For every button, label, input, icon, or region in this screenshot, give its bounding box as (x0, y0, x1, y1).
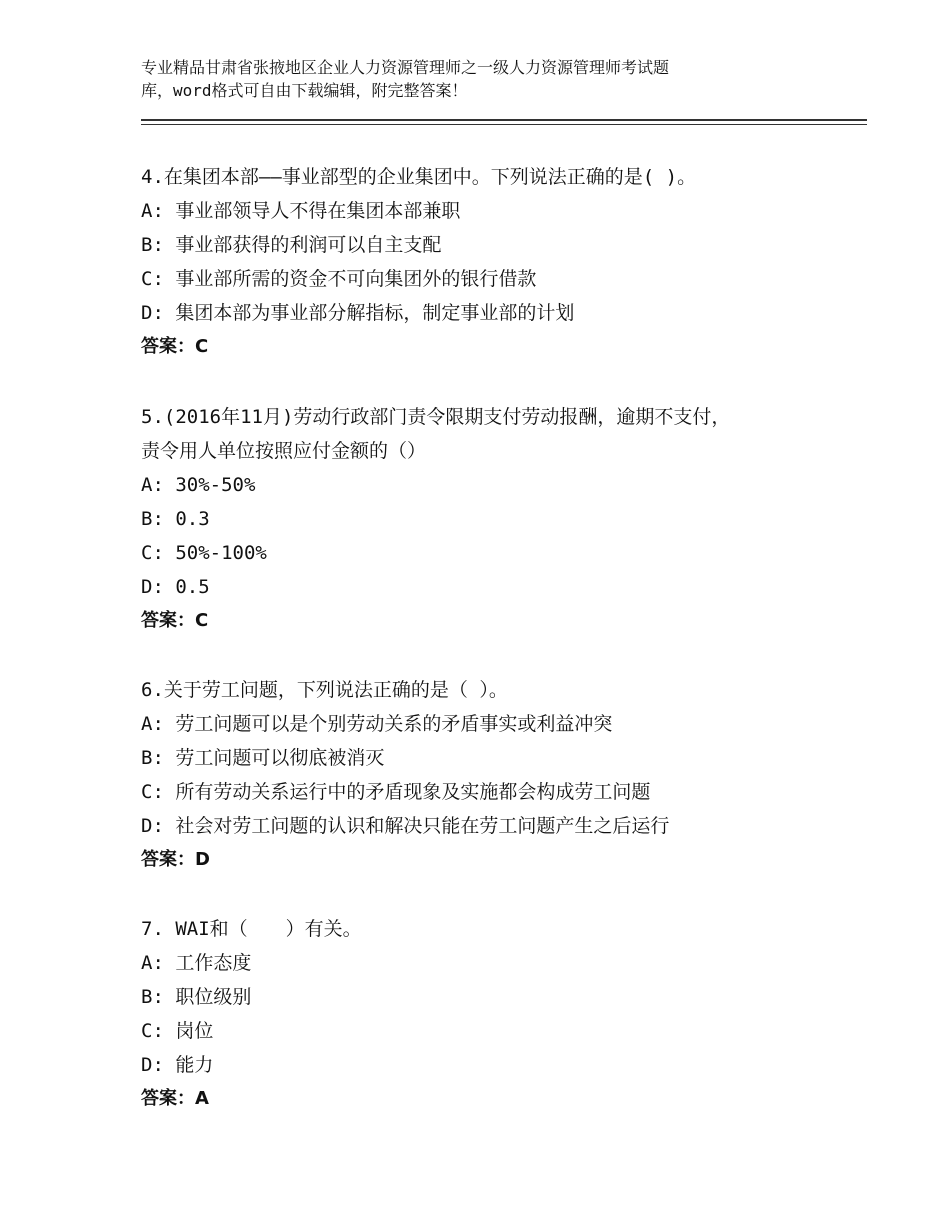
option-b: B: 事业部获得的利润可以自主支配 (141, 234, 442, 256)
question-stem: 5.(2016年11月)劳动行政部门责令限期支付劳动报酬，逾期不支付， (141, 406, 731, 428)
option-d: D: 能力 (141, 1054, 214, 1076)
option-a: A: 30%-50% (141, 474, 256, 496)
option-b: B: 0.3 (141, 508, 210, 530)
question-6 (141, 673, 841, 877)
question-stem: 7. WAI和（ ）有关。 (141, 918, 362, 940)
question-4 (141, 160, 841, 364)
question-5 (141, 400, 841, 638)
question-stem: 4.在集团本部——事业部型的企业集团中。下列说法正确的是( )。 (141, 166, 697, 188)
question-7 (141, 912, 841, 1116)
option-d: D: 0.5 (141, 576, 210, 598)
option-a: A: 事业部领导人不得在集团本部兼职 (141, 200, 461, 222)
question-stem: 6.关于劳工问题，下列说法正确的是（ ）。 (141, 679, 508, 701)
answer: 答案：A (141, 1088, 209, 1109)
option-a: A: 工作态度 (141, 952, 252, 974)
option-b: B: 职位级别 (141, 986, 252, 1008)
answer: 答案：C (141, 610, 209, 631)
option-d: D: 集团本部为事业部分解指标，制定事业部的计划 (141, 302, 575, 324)
option-c: C: 事业部所需的资金不可向集团外的银行借款 (141, 268, 537, 290)
answer: 答案：C (141, 336, 209, 357)
header-line-2: 库，word格式可自由下载编辑，附完整答案！ (141, 81, 468, 100)
option-c: C: 岗位 (141, 1020, 214, 1042)
option-a: A: 劳工问题可以是个别劳动关系的矛盾事实或利益冲突 (141, 713, 613, 735)
answer: 答案：D (141, 849, 210, 870)
option-d: D: 社会对劳工问题的认识和解决只能在劳工问题产生之后运行 (141, 815, 670, 837)
header-divider-thin (141, 124, 867, 125)
document-header (141, 56, 821, 102)
header-line-1: 专业精品甘肃省张掖地区企业人力资源管理师之一级人力资源管理师考试题 (141, 58, 670, 77)
header-divider-thick (141, 119, 867, 121)
option-b: B: 劳工问题可以彻底被消灭 (141, 747, 385, 769)
question-stem-continued: 责令用人单位按照应付金额的（） (141, 440, 427, 462)
option-c: C: 所有劳动关系运行中的矛盾现象及实施都会构成劳工问题 (141, 781, 651, 803)
option-c: C: 50%-100% (141, 542, 267, 564)
